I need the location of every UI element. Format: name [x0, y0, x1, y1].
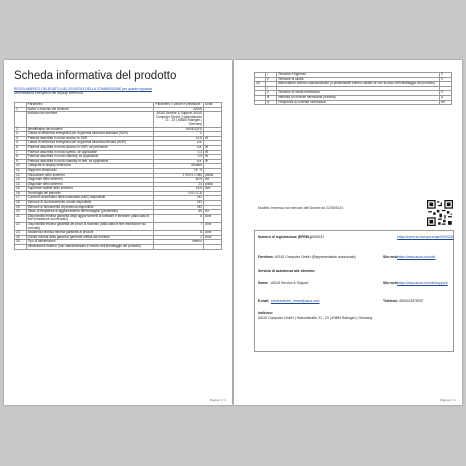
row-unit: pixels — [204, 173, 222, 178]
row-value: 0.3 — [154, 150, 204, 155]
row-mark: i — [266, 86, 277, 91]
row-label: Rapporto dimensioni — [26, 168, 154, 173]
row-unit: A — [440, 95, 452, 100]
row-label: Risoluzione dello schermo — [26, 173, 154, 178]
row-value: NO — [154, 196, 204, 201]
row-value: 60.5 — [154, 178, 204, 183]
row-label: Sensore di riconoscimento vocale disponibile — [26, 201, 154, 206]
row-number — [15, 112, 27, 127]
header-param: Parametro — [26, 103, 154, 108]
row-label: Classe di efficienza energetica per la gamma dinamica standard (SDR) — [26, 132, 154, 137]
row-unit: V — [440, 73, 452, 78]
row-number: 18. — [15, 201, 27, 206]
market-date-text: Modello immesso sul mercato dell'Unione da 22/05/2024 — [258, 206, 344, 210]
row-label: Tensione di uscita — [277, 77, 440, 82]
row-label: Alimentatore esterno (non standardizzato e incluso nell'imballaggio del prodotto) — [26, 245, 154, 250]
row-number: 19. — [15, 205, 27, 210]
row-number: 23. — [15, 231, 27, 236]
row-value: 8 — [154, 231, 204, 236]
regulation-link[interactable]: REGOLAMENTO DELEGATO (UE) 2019/2013 DELLA COMMISSIONE per quanto riguarda — [14, 87, 152, 91]
header-unit: Unità — [204, 103, 222, 108]
row-number: 3. — [15, 132, 27, 137]
row-number: 16. — [15, 191, 27, 196]
supplier-label: Fornitore: — [258, 255, 275, 259]
row-label: Disponibilità minima garantita degli aggiornamenti di software e firmware (dalla data di fine immissione sul mercato) — [26, 214, 154, 222]
row-number: 8. — [15, 155, 27, 160]
name-label: Nome: — [258, 281, 269, 285]
eprel-link[interactable]: https://eprel.ec.europa.eu/qr/2009230 — [397, 235, 454, 239]
qr-code-icon[interactable] — [427, 200, 453, 226]
row-label: Superficie visibile dello schermo — [26, 187, 154, 192]
row-unit: W — [204, 136, 222, 141]
row-number — [255, 100, 266, 105]
row-unit: Hz — [204, 210, 222, 215]
row-value: 15.6 — [154, 187, 204, 192]
row-number: 17. — [15, 196, 27, 201]
row-mark: ii — [266, 77, 277, 82]
row-label: Potenza assorbita in modo standby in rete, se applicabile — [26, 159, 154, 164]
row-unit: dm² — [204, 187, 222, 192]
site-link[interactable]: https://www.asus.com/de/ — [397, 255, 436, 259]
row-number: 10. — [15, 164, 27, 169]
row-value: C — [154, 132, 204, 137]
row-unit: W — [204, 155, 222, 160]
row-label: Classe di efficienza energetica per la gamma dinamica elevata (HDR) — [26, 141, 154, 146]
row-label: Assistenza tecnica minima garantita ai prodotti — [26, 231, 154, 236]
row-label: Tensione d'ingresso — [277, 73, 440, 78]
address-label: Indirizzo: — [258, 311, 273, 315]
row-label: Tecnologia del pannello — [26, 191, 154, 196]
row-label: Tipo di alimentatore — [26, 240, 154, 245]
row-value: 12.6 — [154, 136, 204, 141]
reg-label: Numero di registrazione (EPREL): — [258, 235, 313, 239]
row-label: Controllo automatico della luminosità (ABC) disponibile — [26, 196, 154, 201]
header-value: Parametro o valore e precisione — [154, 103, 204, 108]
site2-label: Sito web: — [383, 281, 399, 285]
row-number — [15, 245, 27, 250]
row-label: Potenza assorbita in modo acceso in SDR — [26, 136, 154, 141]
row-label: Indirizzo del fornitore — [26, 112, 154, 127]
row-unit: Anni — [204, 214, 222, 222]
row-mark: iv — [266, 100, 277, 105]
row-mark: ii — [266, 91, 277, 96]
row-label: Sensore di rilevamento di presenza disponibile — [26, 205, 154, 210]
row-value: NO — [154, 201, 204, 206]
row-value: 0.5 — [154, 155, 204, 160]
row-unit: cm — [204, 178, 222, 183]
row-label: Categoria di display elettronico — [26, 164, 154, 169]
regulation-subject: l'etichettatura energetica dei display elettronici — [14, 91, 84, 96]
table-row — [255, 82, 452, 87]
table-row — [15, 245, 222, 250]
row-unit: Anni — [204, 235, 222, 240]
row-number: 21. — [15, 214, 27, 222]
row-number: 24. — [15, 235, 27, 240]
row-label: Intensità di corrente necessaria (minima) — [277, 95, 440, 100]
page-1 — [4, 60, 232, 405]
regulation-text — [14, 87, 219, 95]
address-value: ASUS Computer GmbH | Harkortstraße 21 - 23 | 40880 Ratingen | Germany — [258, 316, 373, 320]
row-value — [154, 245, 204, 250]
row-value: 2 — [154, 235, 204, 240]
row-number: 7. — [15, 150, 27, 155]
support-link[interactable]: https://www.asus.com/de/support/ — [397, 281, 448, 285]
row-value: VA24DQFS — [154, 127, 204, 132]
email-link[interactable]: servicecenter_emea@asus.com — [271, 299, 320, 303]
row-label: Frequenza di corrente necessaria — [277, 100, 440, 105]
row-number: 5. — [15, 141, 27, 146]
row-unit — [204, 112, 222, 127]
phone-value: 4902102578937 — [399, 299, 424, 303]
page-title: Scheda informativa del prodotto — [14, 70, 177, 82]
row-number: 12. — [15, 173, 27, 178]
row-value: LED LCD — [154, 191, 204, 196]
row-number: 13. — [15, 178, 27, 183]
row-unit: W — [204, 159, 222, 164]
row-number: 6. — [15, 145, 27, 150]
row-value: 8 — [154, 214, 204, 222]
row-value: 60 — [154, 210, 204, 215]
row-unit: W — [204, 150, 222, 155]
row-number: 14. — [15, 182, 27, 187]
row-number: 2. — [15, 127, 27, 132]
row-number: 4. — [15, 136, 27, 141]
row-value: n.a. — [154, 159, 204, 164]
table-row — [15, 112, 222, 127]
page-number: Pagina 2 / 2 — [439, 398, 456, 402]
table-row — [255, 100, 452, 105]
row-number: 22. — [15, 223, 27, 231]
name-value: ASUS Service & Support — [271, 281, 309, 285]
row-number: 25. — [15, 240, 27, 245]
row-unit: W — [204, 145, 222, 150]
site-label: Sito web: — [383, 255, 399, 259]
row-label: Nome o marchio del fornitore — [26, 107, 154, 112]
row-unit: Hz — [440, 100, 452, 105]
row-label: Tasso di frequenza di aggiornamento dell'immagine (predefinito) — [26, 210, 154, 215]
row-number: 15. — [15, 187, 27, 192]
row-unit: Anni — [204, 223, 222, 231]
row-label: Potenza assorbita in modo acceso in HDR, se pertinente — [26, 145, 154, 150]
service-title: Servizio di assistenza alle clientele: — [258, 269, 316, 273]
row-mark: i — [266, 73, 277, 78]
row-unit: Anni — [204, 231, 222, 236]
reg-number: 2009231 — [311, 235, 325, 239]
email-label: E-mail: — [258, 299, 270, 303]
row-number: 26. — [255, 82, 266, 87]
power-supply-table — [254, 72, 452, 105]
row-label: Diagonale dello schermo — [26, 182, 154, 187]
row-label: Alimentatore esterno standardizzato (o alimentatore esterno adatto se non incluso nell'imballaggio del prodotto) — [277, 82, 440, 87]
row-value: 24 — [154, 182, 204, 187]
row-number: 9. — [15, 159, 27, 164]
row-mark: iii — [266, 95, 277, 100]
page-2 — [234, 60, 462, 405]
row-value: ASUS — [154, 107, 204, 112]
row-value: NO — [154, 205, 204, 210]
row-number: 20. — [15, 210, 27, 215]
row-value: 16 : 9 — [154, 168, 204, 173]
page-number: Pagina 1 / 2 — [209, 398, 226, 402]
row-unit: V — [440, 91, 452, 96]
row-label: Potenza assorbita in modo standby, se applicabile — [26, 155, 154, 160]
row-label: Disponibilità minima garantita dei pezzi di ricambio (dalla data di fine immissione sul mercato) — [26, 223, 154, 231]
row-label: Tensione di uscita necessaria — [277, 91, 440, 96]
row-unit — [204, 245, 222, 250]
row-value: 1 920 x 1 080 — [154, 173, 204, 178]
row-number: 1. — [15, 107, 27, 112]
row-value: ASUS Service & Support, ASUS Computer GmbH | Harkortstraße 21 - 23 | 40880 Ratingen | Germany — [155, 111, 203, 126]
row-value: n.a. — [154, 141, 204, 146]
row-value: 7 — [154, 223, 204, 231]
row-unit: V — [440, 77, 452, 82]
supplier-value: ASUS Computer GmbH (Rappresentante autorizzato) — [275, 255, 356, 259]
registration-contact-box — [254, 230, 454, 352]
product-info-table — [14, 102, 222, 250]
row-label: Potenza assorbita in modo spento, se applicabile — [26, 150, 154, 155]
row-value: Interno — [154, 240, 204, 245]
row-label: Durata minima della garanzia generale offerta dal fornitore — [26, 235, 154, 240]
row-unit: pollici — [204, 182, 222, 187]
row-label: Identificativo del modello — [26, 127, 154, 132]
row-label: Diagonale dello schermo — [26, 178, 154, 183]
phone-label: Telefono: — [383, 299, 399, 303]
row-value: n.a. — [154, 145, 204, 150]
row-value: Monitor — [154, 164, 204, 169]
row-number: 11. — [15, 168, 27, 173]
